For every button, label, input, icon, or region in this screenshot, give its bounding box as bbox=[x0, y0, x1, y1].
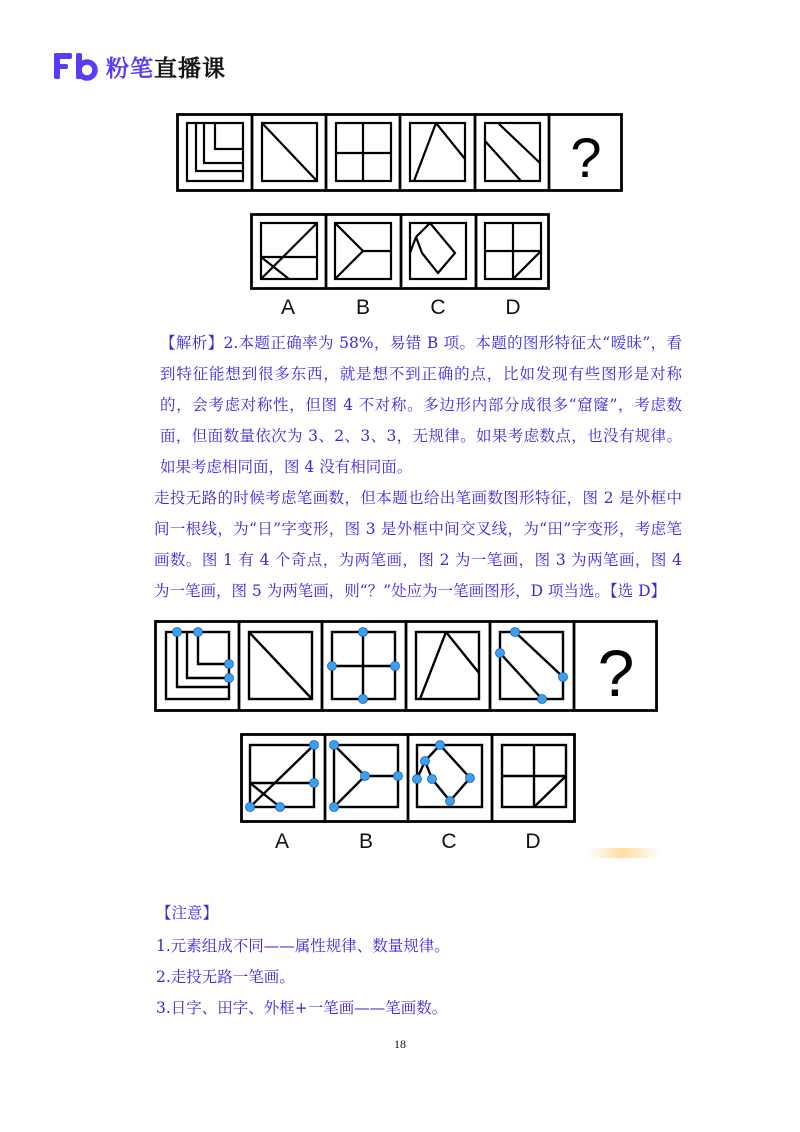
seq-figure-4 bbox=[410, 123, 465, 181]
analysis-text-2: 走投无路的时候考虑笔画数，但本题也给出笔画数图形特征，图 2 是外框中间一根线，为“日”字变形，图 3 是外框中间交叉线，为“田”字变形，考虑笔画数。图 1 有 4 个奇点，为两笔画，图 2 为一笔画，图 3 为两笔画，图 4 为一笔画，图 5 为两笔画，则“？”处应为一笔画图形，D 项当选。【选 D】 bbox=[154, 489, 682, 600]
solution-question-mark: ? bbox=[597, 636, 635, 710]
analysis-paragraph-1 bbox=[160, 328, 682, 483]
seq-figure-1 bbox=[187, 123, 243, 181]
page-number: 18 bbox=[394, 1037, 406, 1051]
question-mark: ? bbox=[570, 126, 602, 189]
option-c-figure bbox=[410, 223, 466, 279]
option-d-figure bbox=[485, 223, 541, 279]
solution-label-d: D bbox=[525, 830, 541, 853]
logo-brand: 粉笔 bbox=[106, 55, 154, 82]
sol-figure-1 bbox=[166, 632, 229, 699]
option-label-a: A bbox=[280, 296, 295, 319]
sol-figure-5 bbox=[500, 632, 563, 699]
seq-figure-2 bbox=[262, 123, 317, 181]
question-options bbox=[250, 213, 550, 290]
notes-title: 【注意】 bbox=[156, 904, 219, 922]
solution-label-b: B bbox=[358, 830, 373, 853]
solution-label-a: A bbox=[274, 830, 289, 853]
seq-figure-3 bbox=[336, 123, 391, 181]
solution-label-c: C bbox=[441, 830, 457, 853]
option-label-c: C bbox=[430, 296, 446, 319]
question-sequence bbox=[176, 113, 623, 192]
sol-figure-2 bbox=[249, 632, 312, 699]
note-item-1: 1.元素组成不同——属性规律、数量规律。 bbox=[156, 937, 450, 955]
note-item-2: 2.走投无路一笔画。 bbox=[156, 968, 295, 986]
solution-sequence bbox=[154, 620, 658, 712]
analysis-paragraph-2 bbox=[154, 483, 682, 607]
fb-logo-icon bbox=[52, 51, 98, 81]
option-a-figure bbox=[261, 223, 317, 279]
note-item-3: 3.日字、田字、外框+一笔画——笔画数。 bbox=[156, 999, 448, 1017]
sol-figure-4 bbox=[416, 632, 479, 699]
option-label-d: D bbox=[505, 296, 521, 319]
decorative-glow bbox=[588, 848, 658, 858]
solution-options bbox=[240, 733, 576, 823]
logo-text bbox=[106, 50, 226, 83]
option-b-figure bbox=[335, 223, 391, 279]
option-odd-point-markers bbox=[246, 741, 475, 812]
logo-product: 直播课 bbox=[154, 55, 226, 82]
option-label-b: B bbox=[355, 296, 370, 319]
header-logo bbox=[52, 50, 226, 82]
sol-option-d bbox=[502, 745, 566, 807]
seq-figure-5 bbox=[485, 123, 540, 181]
sol-figure-3 bbox=[332, 632, 395, 699]
sol-option-a bbox=[250, 745, 314, 807]
analysis-text-1: 【解析】2.本题正确率为 58%，易错 B 项。本题的图形特征太“暧昧”，看到特征能想到很多东西，就是想不到正确的点，比如发现有些图形是对称的，会考虑对称性，但图 4 不对称。多边形内部分成很多“窟窿”，考虑数面，但面数量依次为 3、2、3、3，无规律。如果考虑数点，也没有规律。如果考虑相同面，图 4 没有相同面。 bbox=[160, 334, 682, 476]
